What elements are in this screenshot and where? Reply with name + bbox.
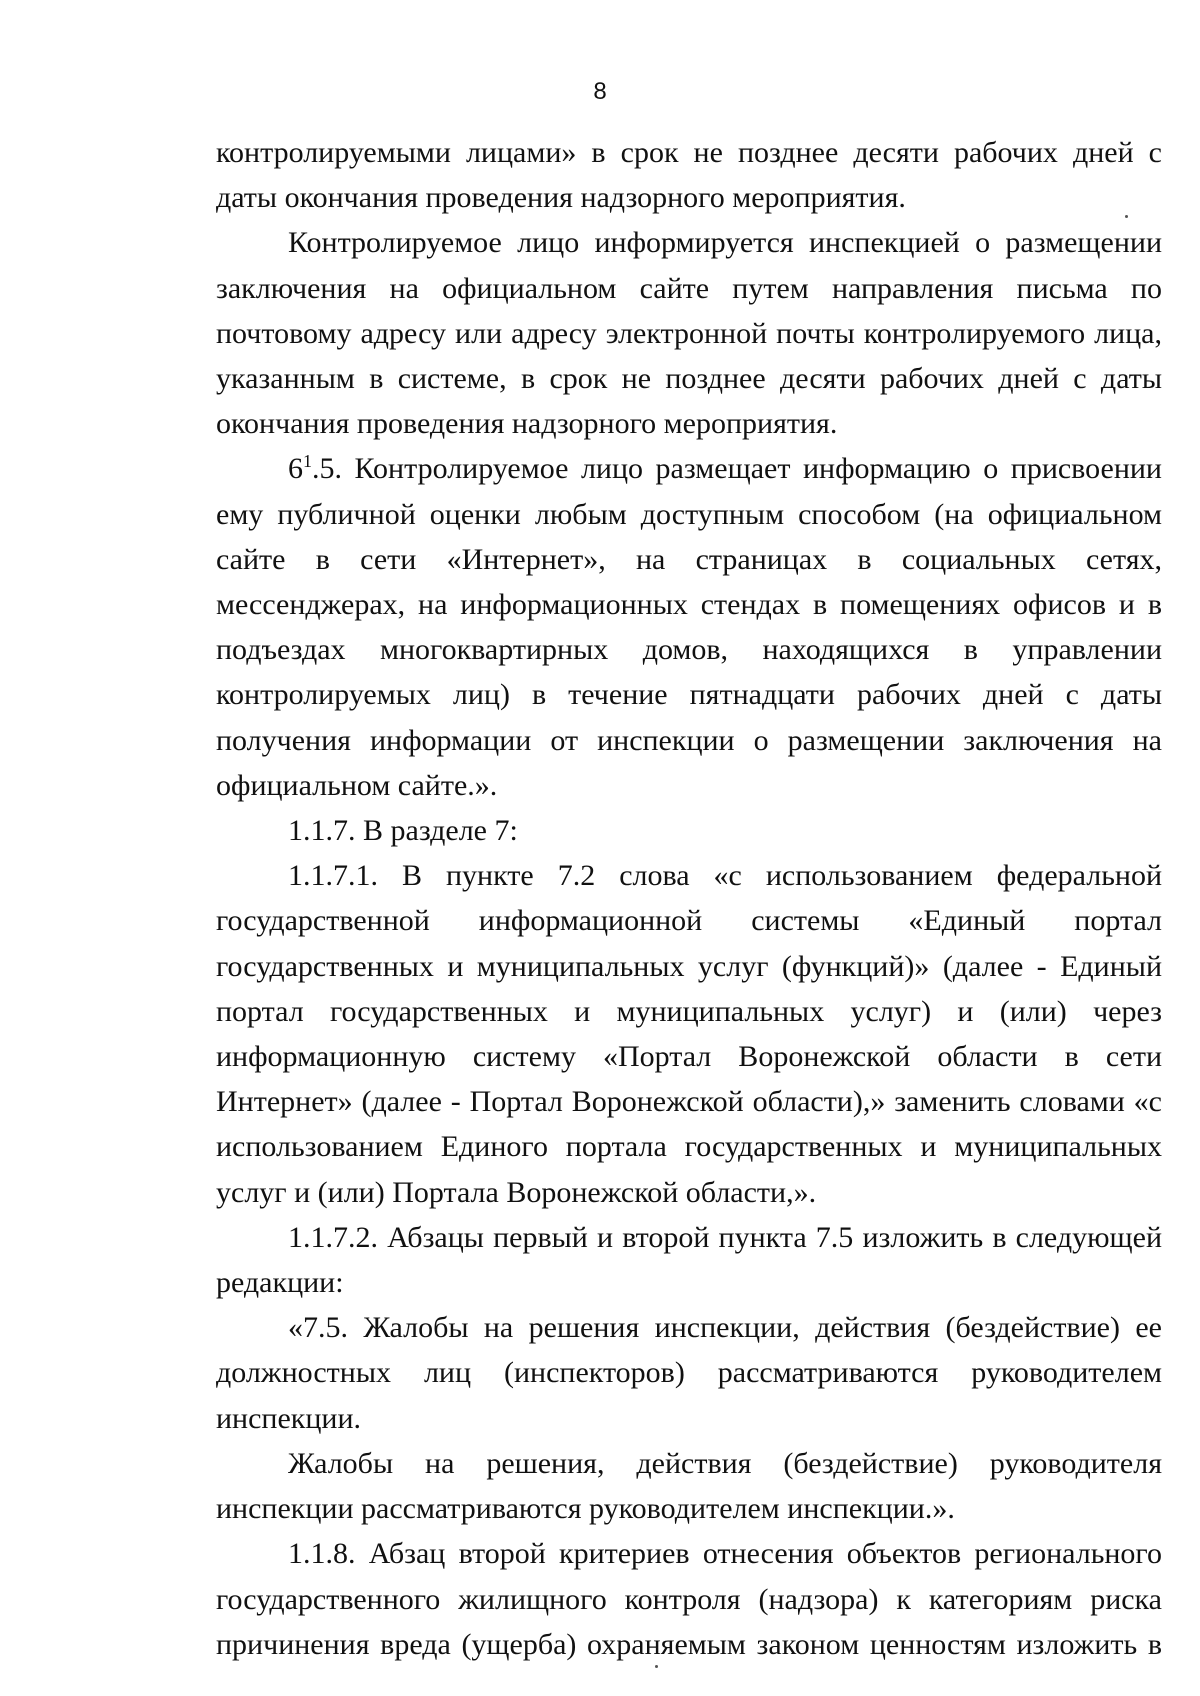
page-number: 8	[593, 78, 607, 105]
paragraph-2	[216, 220, 1162, 446]
paragraph-text: .5. Контролируемое лицо размещает информацию о присвоении ему публичной оценки любым доступным способом (на официальном сайте в сети «Интернет», на страницах в социальных сетях, мессенджерах, на информационных стендах в помещениях офисов и в подъездах многоквартирных домов, находящихся в управлении контролируемых лиц) в течение пятнадцати рабочих дней с даты получения информации от инспекции о размещении заключения на официальном сайте.».	[216, 452, 1162, 802]
scan-speck	[655, 1665, 658, 1668]
paragraph-1	[216, 130, 1162, 220]
paragraph-text: контролируемыми лицами» в срок не позднее десяти рабочих дней с даты окончания проведения надзорного мероприятия.	[216, 136, 1162, 215]
paragraph-3	[216, 446, 1162, 808]
clause-superscript: 1	[303, 451, 312, 472]
paragraph-6	[216, 1215, 1162, 1305]
paragraph-5	[216, 853, 1162, 1215]
paragraph-text: Жалобы на решения, действия (бездействие) руководителя инспекции рассматриваются руководителем инспекции.».	[216, 1446, 1162, 1526]
paragraph-8	[216, 1441, 1162, 1531]
scan-speck	[1125, 215, 1128, 218]
clause-number: 6	[288, 452, 303, 486]
paragraph-text: 1.1.7.2. Абзацы первый и второй пункта 7.5 изложить в следующей редакции:	[216, 1220, 1162, 1300]
paragraph-7	[216, 1305, 1162, 1441]
paragraph-text: 1.1.8. Абзац второй критериев отнесения объектов регионального государственного жилищного контроля (надзора) к категориям риска причинения вреда (ущерба) охраняемым законом ценностям изложить в	[216, 1537, 1162, 1661]
paragraph-text: 1.1.7.1. В пункте 7.2 слова «с использованием федеральной государственной информационной системы «Единый портал государственных и муниципальных услуг (функций)» (далее - Единый портал государственных и муниципальных услуг) и (или) через информационную систему «Портал Воронежской области в сети Интернет» (далее - Портал Воронежской области),» заменить словами «с использованием Единого портала государственных и муниципальных услуг и (или) Портала Воронежской области,».	[216, 859, 1162, 1209]
document-body	[216, 130, 1162, 1667]
paragraph-text: «7.5. Жалобы на решения инспекции, действия (бездействие) ее должностных лиц (инспекторов) рассматриваются руководителем инспекции.	[216, 1311, 1162, 1435]
paragraph-text: Контролируемое лицо информируется инспекцией о размещении заключения на официальном сайте путем направления письма по почтовому адресу или адресу электронной почты контролируемого лица, указанным в системе, в срок не позднее десяти рабочих дней с даты окончания проведения надзорного мероприятия.	[216, 226, 1162, 441]
paragraph-text: 1.1.7. В разделе 7:	[288, 814, 518, 848]
paragraph-4	[216, 808, 1162, 853]
paragraph-9	[216, 1531, 1162, 1667]
